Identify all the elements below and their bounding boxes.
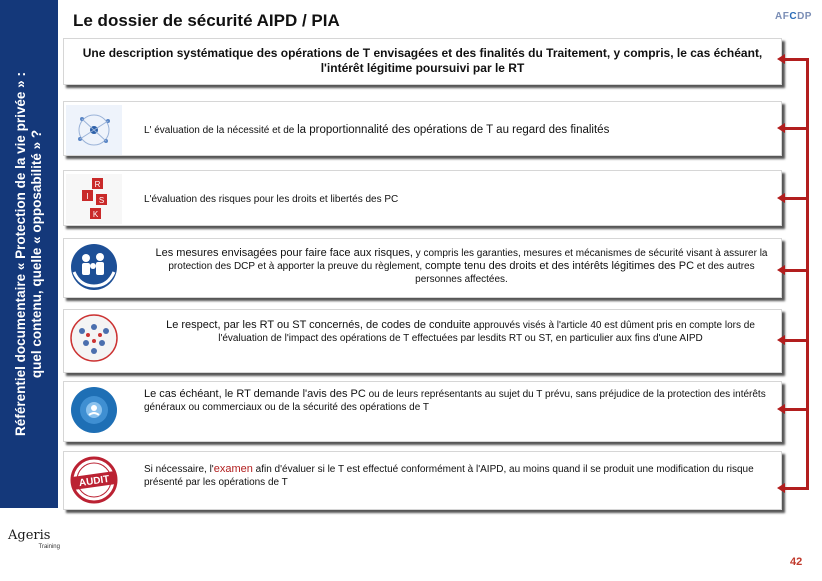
arrow-measures (784, 269, 809, 272)
sidebar-title-line2: quel contenu, quelle « opposabilité » ? (29, 129, 44, 379)
code-of-conduct-text: Le respect, par les RT ou ST concernés, de codes de conduite approuvés visés à l'article 40 est dûment pris en compte lors de l'évaluation de l'impact des opérations de T effectuées par lesdits RT ou ST, en particulier aux fins d'une AIPD (166, 319, 755, 344)
measures-text: Les mesures envisagées pour faire face aux risques, y compris les garanties, mesures et mécanismes de sécurité visant à assurer la protection des DCP et à apporter la preuve du règlement, compte tenu des droits et des intérêts légitimes des PC et des autres personnes affectées. (155, 247, 768, 285)
svg-text:K: K (92, 210, 99, 219)
content-box-opinion (63, 381, 782, 442)
necessity-text: L' évaluation de la nécessité et de la proportionnalité des opérations de T au regard des finalités (144, 124, 610, 136)
arrow-description (784, 58, 809, 61)
network-people-icon (66, 313, 122, 363)
svg-text:R: R (94, 180, 101, 189)
sidebar-banner (0, 0, 58, 508)
svg-text:I: I (86, 192, 89, 201)
svg-text:S: S (98, 196, 105, 205)
feedback-bracket (806, 58, 809, 490)
arrow-opinion (784, 408, 809, 411)
afcdp-logo: AFCDP (775, 11, 812, 22)
content-box-risk (63, 170, 782, 226)
ageris-logo (8, 528, 60, 568)
description-text: Une description systématique des opérations de T envisagées et des finalités du Traitement, y compris, le cas échéant, l'intérêt légitime poursuivi par le RT (82, 46, 763, 75)
page-title: Le dossier de sécurité AIPD / PIA (73, 11, 340, 30)
consultation-icon (66, 385, 122, 435)
arrow-risk (784, 197, 809, 200)
arrow-necessity (784, 127, 809, 130)
audit-stamp-icon (66, 455, 122, 505)
sidebar-title (13, 4, 45, 504)
family-protection-icon (66, 242, 122, 292)
risk-text: L'évaluation des risques pour les droits et libertés des PC (144, 194, 399, 205)
ageris-brand: Ageris (8, 528, 51, 543)
content-box-measures (63, 238, 782, 298)
risk-dice-icon (66, 174, 122, 224)
opinion-text: Le cas échéant, le RT demande l'avis des PC ou de leurs représentants au sujet du T prévu, sans préjudice de la protection des intérêts généraux ou commerciaux ou de la sécurité des opérations de T (144, 388, 766, 413)
network-nodes-icon (66, 105, 122, 155)
arrow-audit (784, 487, 809, 490)
content-box-necessity (63, 101, 782, 156)
content-box-audit (63, 451, 782, 510)
content-box-description (63, 38, 782, 85)
content-box-code-of-conduct (63, 309, 782, 373)
audit-text: Si nécessaire, l'examen afin d'évaluer si le T est effectué conformément à l'AIPD, au moins quand il se produit une modification du risque présenté par les opérations de T (144, 463, 754, 488)
svg-text:AUDIT: AUDIT (78, 473, 111, 490)
arrow-code-of-conduct (784, 339, 809, 342)
sidebar-title-line1: Référentiel documentaire « Protection de la vie privée » : (13, 72, 28, 436)
ageris-sub: Training (38, 544, 60, 550)
page-number: 42 (790, 556, 803, 568)
